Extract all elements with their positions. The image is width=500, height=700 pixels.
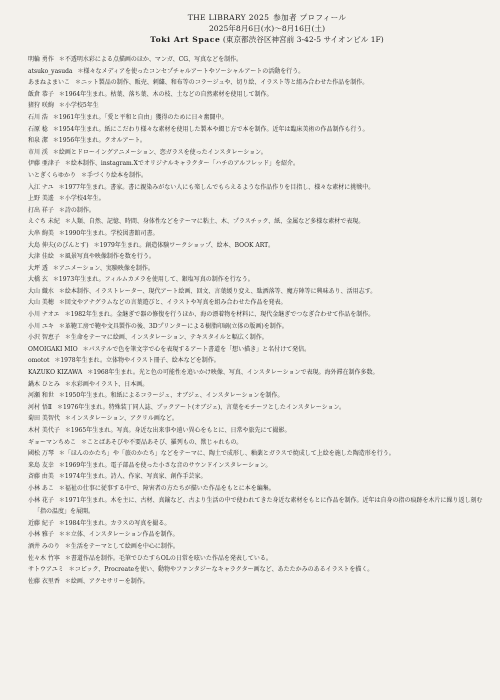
participant-description: ＊1965年生まれ。写真。身近な出来事や遠い異心をもとに、日常や旅先にて撮影。 — [64, 427, 291, 434]
participant-entry — [28, 263, 486, 275]
event-title: THE LIBRARY 2025 — [187, 13, 270, 22]
participant-entry — [28, 77, 486, 89]
participant-entry — [28, 297, 486, 309]
participant-name: 和泉 潔 — [28, 137, 48, 145]
participant-description: ＊生活をテーマとして絵画を中心に制作。 — [64, 542, 179, 550]
participant-description: ＊小学校4年生。 — [58, 195, 105, 203]
participant-description: ＊福祉の仕事に従事する中で、障害者の方たちが描いた作品をもとに本を編集。 — [58, 484, 275, 492]
participant-description: ＊1978年生まれ。立体物やイラスト冊子、絵本などを制作。 — [54, 357, 220, 365]
participant-name: 市川 渓 — [28, 148, 48, 156]
participant-entry — [28, 124, 486, 136]
participant-entry — [28, 240, 486, 252]
participant-entry — [28, 460, 486, 472]
participant-name: 小川 ユキ — [28, 322, 54, 330]
participant-name: 大津 佳絵 — [28, 253, 54, 261]
participant-name: 入江 ナユ — [28, 183, 54, 191]
participant-entry — [28, 518, 486, 530]
participant-name: 来島 友幸 — [28, 461, 54, 469]
participant-description: ＊革鞄工房で鞄や文具製作の後、3Dプリンターによる樹脂印刷(立体の版画)を制作。 — [58, 322, 288, 330]
participant-entry — [28, 425, 486, 437]
participant-entry — [28, 402, 486, 414]
participant-name: 國松 万琴 — [28, 450, 54, 458]
participant-name: 猪狩 咲絢 — [28, 102, 54, 110]
participant-description: ＊「ほんのかたち」や「旅のかたち」などをテーマに、陶土で成形し、釉薬とガラスで焼成して上絵を施した陶造形を行う。 — [58, 450, 395, 458]
participant-name: KAZUKO KIZAWA — [28, 369, 83, 377]
participant-description: ＊小学校5年生 — [58, 102, 99, 110]
participant-entry — [28, 471, 486, 483]
participant-entry — [28, 274, 486, 286]
participant-entry — [28, 170, 486, 182]
participant-description: ＊1982年生まれ。金継ぎで器の修復を行うほか、海の漂着物を材料に、現代金継ぎでつなぎ合わせて作品を制作。 — [64, 311, 375, 319]
participant-entry — [28, 158, 486, 170]
participant-description: ＊1954年生まれ。紙にこだわり様々な素材を使用した製本や綴じ方で本を制作。近年は臨床美術の作品制作も行う。 — [52, 125, 369, 133]
participant-name: 小林 あこ — [28, 484, 54, 492]
participant-entry — [28, 147, 486, 159]
participant-entry — [28, 135, 486, 147]
participant-entry — [28, 576, 486, 588]
participant-entry — [28, 228, 486, 240]
participant-name: 飯倉 恭子 — [28, 90, 54, 98]
participant-entry — [28, 321, 486, 333]
participant-name: 小林 雅子 — [28, 531, 54, 539]
participant-description: ＊不透明水彩による点描画のほか、マンガ、CG、写真などを制作。 — [58, 56, 243, 63]
participant-entry — [28, 332, 486, 344]
participant-name: えぐち 未紀 — [28, 218, 60, 226]
participant-description: ＊1979年生まれ。創造体験ワークショップ、絵本、BOOK ART。 — [93, 241, 275, 249]
participant-name: 佐々木 竹寧 — [28, 554, 60, 562]
participant-description: ＊1968年生まれ。光と色の可能性を追いかけ映像、写真、インスタレーションで表現。海外滞在制作多数。 — [87, 369, 379, 377]
participant-name: 伊藤 亜津子 — [28, 160, 60, 168]
participant-description: ＊アニメーション、実験映像を制作。 — [52, 264, 154, 272]
participant-entry — [28, 553, 486, 565]
participant-description: ＊水彩画やイラスト、日本画。 — [64, 380, 149, 388]
participant-name: 大橋 玄 — [28, 276, 48, 284]
participant-name: OMOIGAKI MIO — [28, 345, 78, 353]
participant-name: いとぎくらゆかり — [28, 171, 77, 179]
participant-name: 小林 花子 — [28, 496, 54, 504]
participant-entry — [28, 66, 486, 78]
document-header — [48, 12, 486, 45]
participant-description: ＊絵画とドローイングアニメーション、恋ガラスを使ったインスタレーション。 — [52, 148, 267, 156]
participant-name: 石川 浩 — [28, 113, 48, 121]
participant-description: ＊手づくり絵本を制作。 — [81, 171, 148, 179]
venue-name: Toki Art Space — [150, 35, 221, 44]
participant-name: ギョーマンちめこ — [28, 438, 77, 446]
participant-entry — [28, 182, 486, 194]
participant-name: 鍋木 ひとみ — [28, 380, 60, 388]
participant-entry — [28, 448, 486, 460]
participant-name: 木村 美代子 — [28, 427, 60, 434]
participant-name: atsuko_yasuda — [28, 67, 73, 75]
participant-name: 近藤 紀子 — [28, 519, 54, 527]
participant-entry — [28, 495, 486, 518]
participant-entry — [28, 355, 486, 367]
participant-name: 大串 絢美 — [28, 229, 54, 237]
participant-name: 小沢 智恵子 — [28, 334, 60, 342]
participant-entry — [28, 367, 486, 379]
participant-name: サトウアユミ — [28, 566, 64, 574]
event-title-line — [48, 12, 486, 23]
participant-description: ＊1976年生まれ。特殊装丁同人誌、ブックアート(オブジェ)、言葉をモチーフとしたインスタレーション。 — [57, 403, 345, 411]
participant-entry — [28, 309, 486, 321]
participant-description: ＊1984年生まれ。カラスの写真を撮る。 — [58, 519, 171, 527]
participant-description: ＊風景写真や映像制作を数を行う。 — [58, 253, 155, 261]
participant-description: ＊絵画、アクセサリーを制作。 — [64, 577, 149, 585]
participant-name: 菊田 美智代 — [28, 415, 60, 423]
participant-description: ＊＊立体、インスタレーション作品を制作。 — [58, 531, 179, 539]
participant-description: ＊様々なメディアを使ったコンセプチャルアートやソーシャルアートの活動を行う。 — [77, 67, 305, 75]
participant-entry — [28, 379, 486, 391]
participant-name: 河村 悟Ⅱ — [28, 403, 52, 411]
participant-description: ＊パステルで色を筆文字で心を表現するアート書道を「想い描き」と名付けて発信。 — [82, 345, 311, 353]
participant-entry — [28, 390, 486, 402]
participant-description: ＊ニット製品の制作、販売、刺繍、和布等のコラージュや、切り絵、イラスト等と組み合わせた作品を制作。 — [75, 79, 369, 87]
participant-entry — [28, 112, 486, 124]
event-subtitle: 参加者 プロフィール — [273, 13, 347, 22]
participant-description: ＊1990年生まれ。学校図書館司書。 — [58, 229, 159, 237]
participant-entry — [28, 564, 486, 576]
participant-description: ＊詩の制作。 — [58, 206, 95, 214]
participant-entry — [28, 344, 486, 356]
participant-name: 明輪 勇作 — [28, 56, 54, 63]
participant-name: 酒井 みのり — [28, 542, 60, 550]
participant-description: ＊絵本制作、instagram.Xでオリジナルキャラクター「ハチのアルフレッド」を紹介。 — [64, 160, 299, 168]
participant-list — [28, 54, 486, 587]
participant-name: 河瀬 和世 — [28, 392, 54, 400]
participant-entry — [28, 286, 486, 298]
participant-description: ＊絵本制作、イラストレーター、現代アート絵画、回文、言葉緩り変え、駄洒落等、魔方陣等に興味あり、活用志す。 — [58, 287, 377, 295]
participant-entry — [28, 100, 486, 112]
participant-entry — [28, 89, 486, 101]
participant-name: 斉藤 由美 — [28, 473, 54, 481]
venue-address: (東京都渋谷区神宮前 3-42-5 サイオンビル 1F) — [222, 35, 384, 44]
participant-name: 大山 織水 — [28, 287, 54, 295]
participant-name: あまねよまいこ — [28, 79, 71, 87]
participant-description: ＊ことばあそびや不要品あそび、羅列もの、獣じゃれもの。 — [81, 438, 243, 446]
participant-entry — [28, 529, 486, 541]
participant-entry — [28, 54, 486, 66]
participant-description: ＊人類、自然、記憶、時間、身体性などをテーマに粘土、木、プラスチック、紙、金属など多様な素材で表現。 — [64, 218, 365, 226]
participant-name: 大坪 透 — [28, 264, 48, 272]
participant-name: 大島 伸夫(のびんとす) — [28, 241, 89, 249]
participant-entry — [28, 193, 486, 205]
participant-description: ＊回文やアナグラムなどの言葉遊びと、イラストや写真を組み合わせた作品を発表。 — [58, 299, 287, 307]
participant-description: ＊1956年生まれ。クオルアート。 — [52, 137, 146, 145]
participant-entry — [28, 413, 486, 425]
participant-description: ＊1977年生まれ。書家。書に親染みがない人にも楽しんでもらえるような作品作りを目指し、様々な素材に挑戦中。 — [58, 183, 375, 191]
participant-name: 石原 稔 — [28, 125, 48, 133]
event-venue — [48, 34, 486, 45]
participant-description: ＊1964年生まれ。枯葉、落ち葉、木の枝、土などの自然素材を使用して制作。 — [58, 90, 273, 98]
participant-description: ＊1973年生まれ。フィルムカメラを使用して、銀塩写真の制作を行なう。 — [52, 276, 254, 284]
participant-entry — [28, 251, 486, 263]
participant-description: ＊1961年生まれ。「愛と平和と自由」獲得のために日々奮闘中。 — [52, 113, 228, 121]
participant-description: ＊書道作品を制作。毛筆でひたすらOLの日常を呟いた作品を発表している。 — [64, 554, 272, 562]
participant-description: ＊インスタレーション、アクリル画など。 — [64, 415, 178, 423]
participant-description: ＊1971年生まれ。木を主に、古材、真鍮など、古より生活の中で使われてきた身近な素材をもとに作品を制作。近年は自身の指の痕跡を木片に繰り返し刻む「指の温度」を展開。 — [34, 496, 483, 516]
participant-entry — [28, 205, 486, 217]
participant-name: 大山 美穂 — [28, 299, 54, 307]
participant-description: ＊1969年生まれ。電子部品を使った小さな音のサウンドインスタレーション。 — [58, 461, 272, 469]
participant-name: 上野 美遙 — [28, 195, 54, 203]
participant-name: 佐藤 衣里香 — [28, 577, 60, 585]
participant-entry — [28, 483, 486, 495]
participant-description: ＊1950年生まれ。和紙によるコラージュ、オブジェ、インスタレーションを制作。 — [58, 392, 284, 400]
participant-name: 打出 祥子 — [28, 206, 54, 214]
participant-description: ＊1974年生まれ。詩人、作家、写真家、創作手芸家。 — [58, 473, 207, 481]
event-dates: 2025年8月6日(水)〜8月16日(土) — [208, 24, 326, 33]
participant-name: omotot — [28, 357, 50, 365]
participant-entry — [28, 541, 486, 553]
participant-entry — [28, 437, 486, 449]
participant-name: 小川 ナオエ — [28, 311, 60, 319]
participant-entry — [28, 216, 486, 228]
participant-description: ＊コピック、Procreateを使い、動物やファンタジーなキャラクター画など、あたたかみのあるイラストを描く。 — [68, 566, 374, 574]
participant-description: ＊生命をテーマに絵画、インスタレーション、テキスタイルと幅広く制作。 — [64, 334, 268, 342]
